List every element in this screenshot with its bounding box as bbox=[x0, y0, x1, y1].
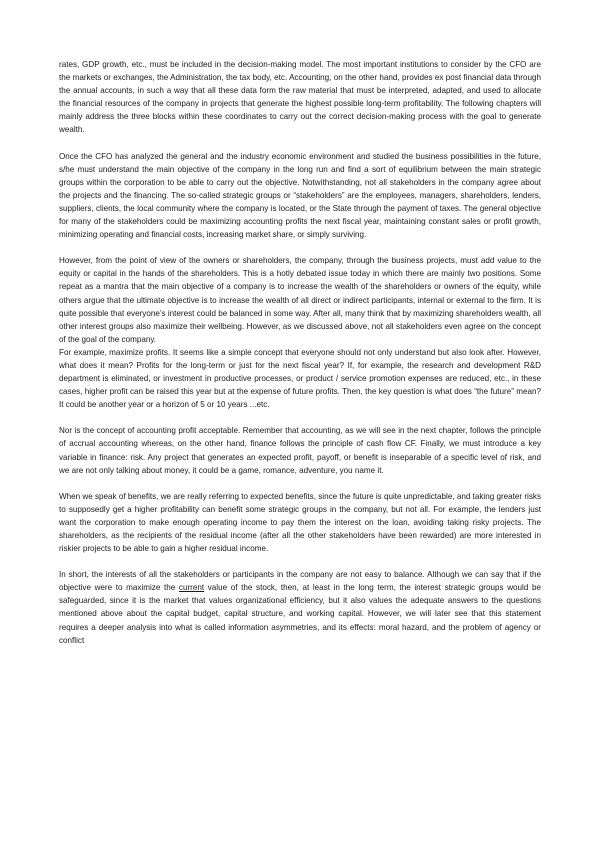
paragraph-3: However, from the point of view of the owners or shareholders, the company, through the business projects, must add value to the equity or capital in the hands of the shareholders. This is a hotly debated issue today in which there are mainly two positions. Some repeat as a mantra that the main objective of a company is to increase the wealth of the shareholders or owners of the equity, while others argue that the ultimate objective is to increase the wealth of all direct or indirect participants, internal or external to the firm. It is quite possible that everyone’s interest could be balanced in some way. After all, many think that by maximizing shareholders wealth, all other interest groups also maximize their wellbeing. However, as we discussed above, not all stakeholders even agree on the concept of the goal of the company. bbox=[59, 256, 541, 344]
underlined-word-current: current bbox=[178, 583, 205, 593]
document-page bbox=[59, 58, 541, 660]
paragraph-2: Once the CFO has analyzed the general and the industry economic environment and studied the business possibilities in the future, s/he must understand the main objective of the company in the long run and find a sort of equilibrium between the main strategic groups within the corporation to be able to carry out the objective. Notwithstanding, not all stakeholders in the company agree about the projects and the financing. The so-called strategic groups or “stakeholders” are the employees, managers, shareholders, lenders, suppliers, clients, the local community where the company is located, or the State through the payment of taxes. The general objective for many of the stakeholders could be maximizing accounting profits the next fiscal year, maintaining constant sales or profit growth, minimizing operating and financial costs, increasing market share, or simply surviving. bbox=[59, 151, 541, 240]
paragraph-6: When we speak of benefits, we are really referring to expected benefits, since the future is quite unpredictable, and taking greater risks to supposedly get a higher profitability can benefit some strategic groups in the company, but not all. For example, the lenders just want the corporation to make enough operating income to pay them the interest on the loan, avoiding taking risky projects. The shareholders, as the recipients of the residual income (after all the other stakeholders have been rewarded) are more interested in riskier projects to be able to gain a higher residual income. bbox=[59, 491, 541, 554]
paragraph-7-before: In short, the interests of all the stakeholders or participants in the company are not easy to balance. Although we can say that if the objective were to maximize the bbox=[59, 570, 541, 593]
paragraph-5: Nor is the concept of accounting profit acceptable. Remember that accounting, as we will see in the next chapter, follows the principle of accrual accounting whereas, on the other hand, finance follows the principle of cash flow CF. Finally, we must introduce a key variable in finance: risk. Any project that generates an expected profit, payoff, or benefit is inseparable of a specific level of risk, and we are not only talking about money, it could be a game, romance, adventure, you name it. bbox=[59, 426, 541, 475]
paragraph-1: rates, GDP growth, etc., must be included in the decision-making model. The most important institutions to consider by the CFO are the markets or exchanges, the Administration, the tax body, etc. Accounting, on the other hand, provides ex post financial data through the annual accounts, in such a way that all these data form the raw material that must be interpreted, adapted, and used to allocate the financial resources of the company in projects that generate the highest possible long-term profitability. The following chapters will mainly address the three blocks within these coordinates to carry out the correct decision-making process with the goal to generate wealth. bbox=[59, 60, 541, 135]
paragraph-7-after: value of the stock, then, at least in the long term, the interest strategic groups would be safeguarded, since it is the market that values organizational efficiency, but it also values the adequate answers to the questions mentioned above about the capital budget, capital structure, and working capital. However, we will later see that this statement requires a deeper analysis into what is called information asymmetries, and its effects: moral hazard, and the problem of agency or conflict bbox=[59, 583, 541, 645]
paragraph-7 bbox=[59, 568, 541, 647]
paragraph-4: For example, maximize profits. It seems like a simple concept that everyone should not only understand but also look after. However, what does it mean? Profits for the long-term or just for the next fiscal year? If, for example, the research and development R&D department is eliminated, or investment in productive processes, or product / service promotion expenses are reduced, etc., in these cases, higher profit can be raised this year but at the expense of future profits. Then, the key question is what does “the future” mean? It could be another year or a horizon of 5 or 10 years ...etc. bbox=[59, 347, 541, 410]
